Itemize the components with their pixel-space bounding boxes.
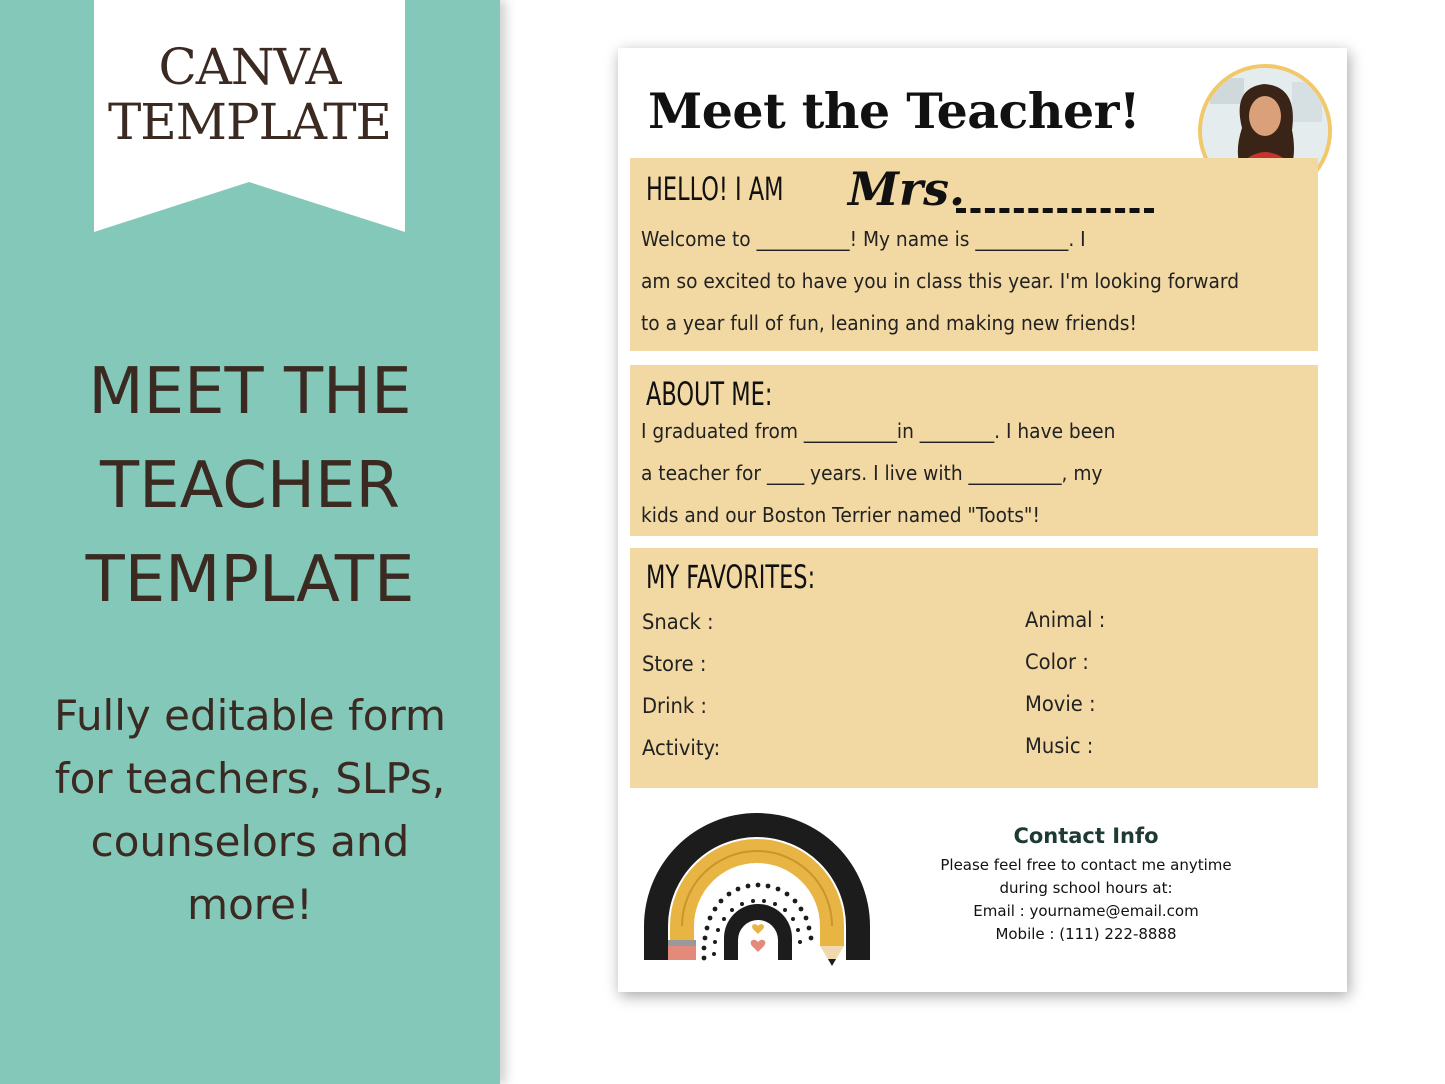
favorite-label: Snack : [642, 610, 714, 634]
contact-email: Email : yourname@email.com [973, 902, 1199, 920]
hello-line-3: to a year full of fun, leaning and making new friends! [641, 311, 1137, 335]
favorites-section [630, 548, 1318, 788]
page-title: Meet the Teacher! [648, 82, 1141, 140]
favorite-label: Animal : [1025, 608, 1106, 632]
subtext-line-3: counselors and [90, 817, 410, 866]
favorite-label: Movie : [1025, 692, 1096, 716]
favorite-label: Store : [642, 652, 707, 676]
contact-mobile: Mobile : (111) 222-8888 [995, 925, 1177, 943]
favorites-heading: MY FAVORITES: [646, 558, 816, 596]
subtext-line-2: for teachers, SLPs, [54, 754, 446, 803]
favorite-label: Drink : [642, 694, 707, 718]
favorite-label: Color : [1025, 650, 1089, 674]
favorite-label: Activity: [642, 736, 721, 760]
rainbow-pencil-icon [640, 808, 874, 968]
headline-line-3: TEMPLATE [85, 543, 415, 617]
headline-line-1: MEET THE [88, 355, 412, 429]
name-blank-line [956, 208, 1154, 213]
promo-panel [0, 0, 500, 1084]
headline-line-2: TEACHER [100, 449, 400, 523]
subtext-line-1: Fully editable form [54, 691, 446, 740]
template-page-preview [618, 48, 1347, 992]
about-line-3: kids and our Boston Terrier named "Toots"! [641, 503, 1040, 527]
about-line-2: a teacher for ____ years. I live with __________, my [641, 461, 1103, 485]
about-line-1: I graduated from __________in ________. I have been [641, 419, 1116, 443]
honorific: Mrs. [848, 162, 966, 216]
canva-template-banner [94, 0, 405, 232]
subtext-line-4: more! [187, 880, 313, 929]
hello-line-1: Welcome to __________! My name is __________. I [641, 227, 1086, 251]
banner-line-1: CANVA [158, 38, 341, 96]
hello-section [630, 158, 1318, 351]
about-section [630, 365, 1318, 536]
about-heading: ABOUT ME: [646, 375, 773, 413]
favorite-label: Music : [1025, 734, 1094, 758]
contact-line-1: Please feel free to contact me anytime [940, 856, 1232, 874]
hello-line-2: am so excited to have you in class this year. I'm looking forward [641, 269, 1240, 293]
contact-title: Contact Info [1013, 824, 1159, 848]
banner-line-2: TEMPLATE [107, 93, 392, 151]
subtext [0, 684, 500, 936]
contact-line-2: during school hours at: [999, 879, 1173, 897]
headline [0, 345, 500, 627]
hello-heading: HELLO! I AM [646, 170, 784, 208]
